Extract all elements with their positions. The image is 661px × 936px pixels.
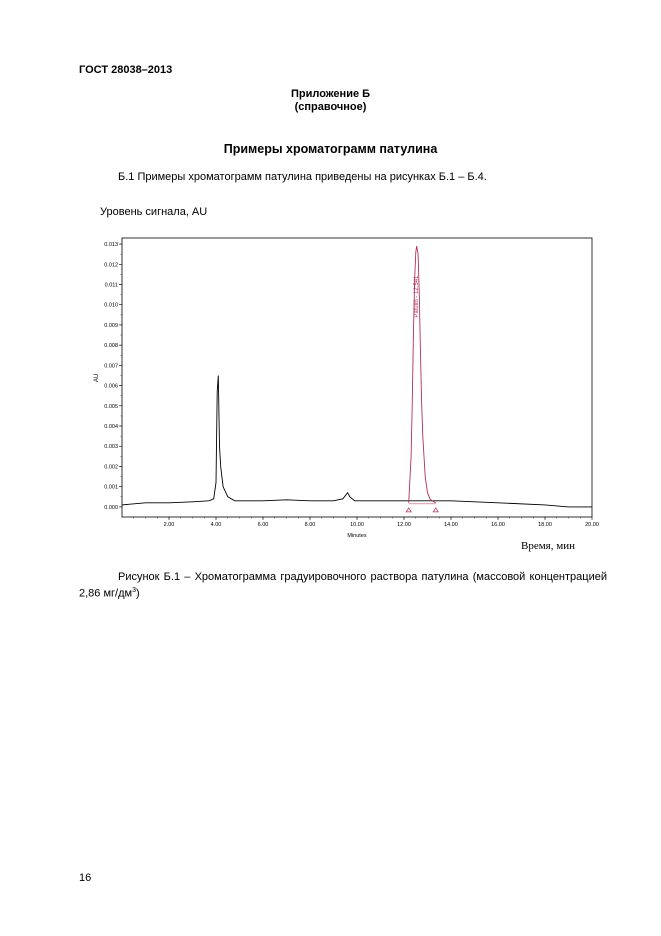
series-line: [122, 376, 592, 507]
baseline-marker: [406, 508, 411, 512]
x-axis: [134, 517, 599, 528]
intro-paragraph: Б.1 Примеры хроматограмм патулина приведены на рисунках Б.1 – Б.4.: [118, 171, 487, 183]
y-tick-label: 0.010: [104, 302, 118, 309]
figure-x-label: Время, мин: [521, 540, 575, 552]
y-tick-label: 0.004: [104, 424, 118, 431]
y-tick-label: 0.013: [104, 242, 118, 249]
standard-header: ГОСТ 28038–2013: [79, 64, 173, 76]
y-axis: [104, 242, 122, 511]
page-number: 16: [79, 872, 92, 884]
series-group: [122, 246, 592, 507]
y-tick-label: 0.001: [104, 484, 118, 491]
caption-superscript: 3: [132, 587, 136, 594]
caption-text: Рисунок Б.1 – Хроматограмма градуировочного раствора патулина (массовой концентрацией 2,86 мг/дм: [79, 571, 607, 600]
y-tick-label: 0.003: [104, 444, 118, 451]
annex-title: Приложение Б: [290, 88, 371, 100]
y-tick-label: 0.007: [104, 363, 118, 370]
baseline-markers: [406, 504, 438, 512]
x-tick-label: 6.00: [257, 522, 269, 528]
x-tick-label: 8.00: [304, 522, 316, 528]
y-axis-title: AU: [94, 373, 100, 383]
y-tick-label: 0.012: [104, 262, 118, 269]
x-tick-label: 16.00: [491, 522, 505, 528]
x-tick-label: 4.00: [210, 522, 222, 528]
x-tick-label: 20.00: [585, 522, 599, 528]
peak-annotation: Patulin - 12.541: [414, 275, 421, 318]
y-tick-label: 0.009: [104, 322, 118, 329]
y-tick-label: 0.006: [104, 383, 118, 390]
y-tick-label: 0.008: [104, 343, 118, 350]
y-tick-label: 0.005: [104, 403, 118, 410]
y-tick-label: 0.002: [104, 464, 118, 471]
plot-frame: [122, 238, 592, 517]
y-tick-label: 0.000: [104, 504, 118, 511]
series-line: [409, 246, 436, 503]
x-tick-label: 12.00: [397, 522, 411, 528]
section-title: Примеры хроматограмм патулина: [223, 142, 438, 156]
x-tick-label: 14.00: [444, 522, 458, 528]
figure-caption: [79, 571, 607, 601]
x-tick-label: 2.00: [163, 522, 175, 528]
y-tick-label: 0.011: [104, 282, 118, 289]
x-axis-title: Minutes: [347, 533, 367, 539]
baseline-marker: [433, 508, 438, 512]
caption-end: ): [135, 587, 140, 600]
annex-type: (справочное): [294, 101, 367, 113]
x-tick-label: 10.00: [350, 522, 364, 528]
figure-y-label: Уровень сигнала, AU: [100, 206, 208, 218]
x-tick-label: 18.00: [538, 522, 552, 528]
